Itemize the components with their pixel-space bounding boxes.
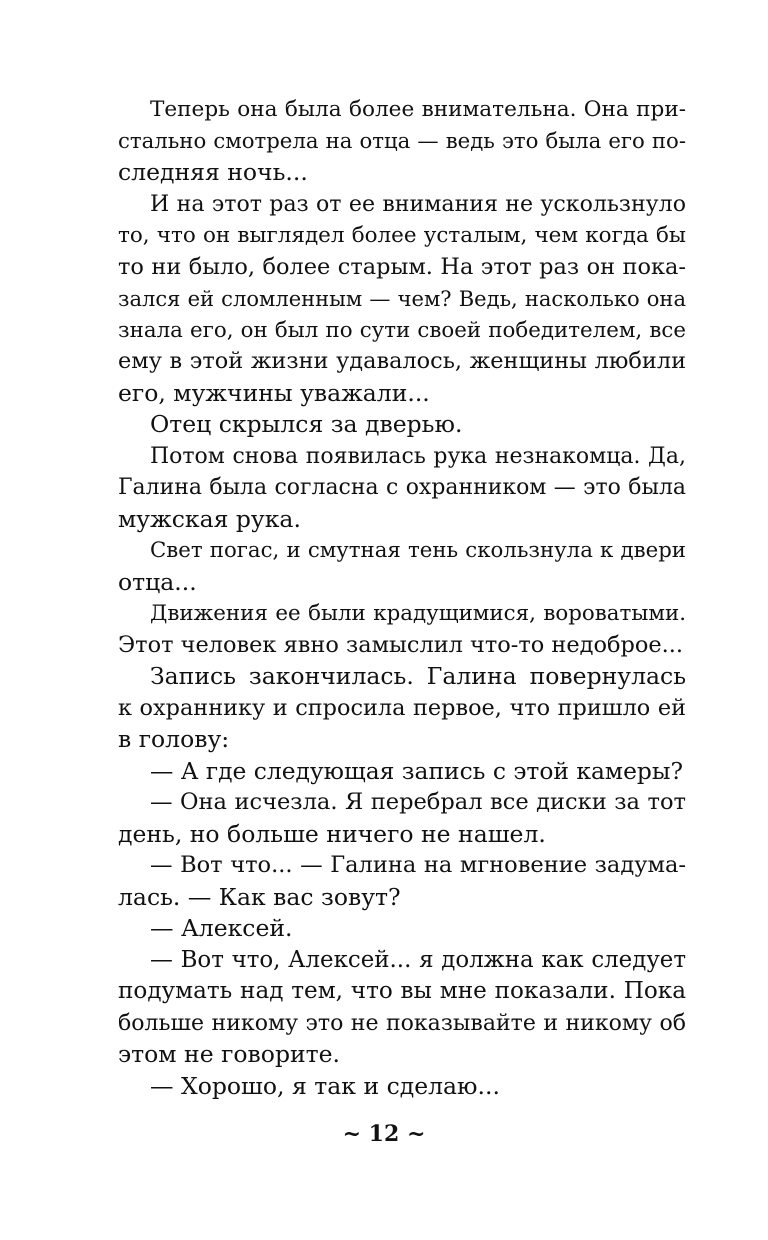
text-line: к охраннику и спросила первое, что пришло ей xyxy=(118,694,686,721)
paragraph xyxy=(118,535,686,598)
text-line: то, что он выглядел более усталым, чем когда бы xyxy=(118,223,686,248)
text-line: — А где следующая запись с этой камеры? xyxy=(150,756,683,785)
text-line: то ни было, более старым. На этот раз он пока- xyxy=(118,253,686,280)
dialogue-paragraph xyxy=(118,850,686,913)
text-line: знала его, он был по сути своей победителем, все xyxy=(118,317,686,343)
paragraph xyxy=(118,94,686,189)
text-line: Потом снова появилась рука незнакомца. Да, xyxy=(150,443,686,469)
text-line: лась. — Как вас зовут? xyxy=(118,882,401,911)
text-line: — Алексей. xyxy=(150,914,293,942)
text-line: — Вот что... — Галина на мгновение задума- xyxy=(150,852,686,878)
text-line: этом не говорите. xyxy=(118,1040,341,1068)
dialogue-paragraph xyxy=(118,913,686,945)
text-line: Свет погас, и смутная тень скользнула к двери xyxy=(150,538,686,563)
paragraph xyxy=(118,409,686,441)
text-line: И на этот раз от ее внимания не ускользнуло xyxy=(150,191,686,217)
dialogue-paragraph xyxy=(118,1071,686,1103)
dialogue-paragraph xyxy=(118,787,686,850)
text-line: Теперь она была более внимательна. Она при- xyxy=(150,97,686,122)
text-line: подумать над тем, что вы мне показали. Пока xyxy=(118,978,686,1004)
text-line: в голову: xyxy=(118,725,230,753)
text-line: его, мужчины уважали... xyxy=(118,378,430,407)
body-text xyxy=(118,94,686,1102)
text-line: Запись закончилась. Галина повернулась xyxy=(150,662,686,690)
text-line: отца... xyxy=(118,567,197,596)
text-line: Этот человек явно замыслил что-то недоброе... xyxy=(118,631,684,658)
text-line: зался ей сломленным — чем? Ведь, насколько она xyxy=(118,286,686,311)
text-line: ему в этой жизни удавалось, женщины любили xyxy=(118,348,686,374)
paragraph xyxy=(118,598,686,661)
text-line: следняя ночь... xyxy=(118,158,308,186)
text-line: Галина была согласна с охранником — это была xyxy=(118,475,686,500)
text-line: стально смотрела на отца — ведь это была его по- xyxy=(118,128,686,154)
text-line: — Хорошо, я так и сделаю... xyxy=(150,1071,500,1100)
text-line: день, но больше ничего не нашел. xyxy=(118,819,546,848)
text-line: Отец скрылся за дверью. xyxy=(150,410,463,438)
text-line: — Вот что, Алексей... я должна как следует xyxy=(150,946,686,973)
dialogue-paragraph xyxy=(118,945,686,1071)
dialogue-paragraph xyxy=(118,756,686,788)
paragraph xyxy=(118,661,686,756)
paragraph xyxy=(118,441,686,536)
text-line: больше никому это не показывайте и никому об xyxy=(118,1010,686,1036)
page-number: ~ 12 ~ xyxy=(342,1121,426,1147)
text-line: Движения ее были крадущимися, вороватыми. xyxy=(150,601,686,626)
text-line: — Она исчезла. Я перебрал все диски за тот xyxy=(150,789,686,815)
text-line: мужская рука. xyxy=(118,504,301,533)
paragraph xyxy=(118,189,686,410)
